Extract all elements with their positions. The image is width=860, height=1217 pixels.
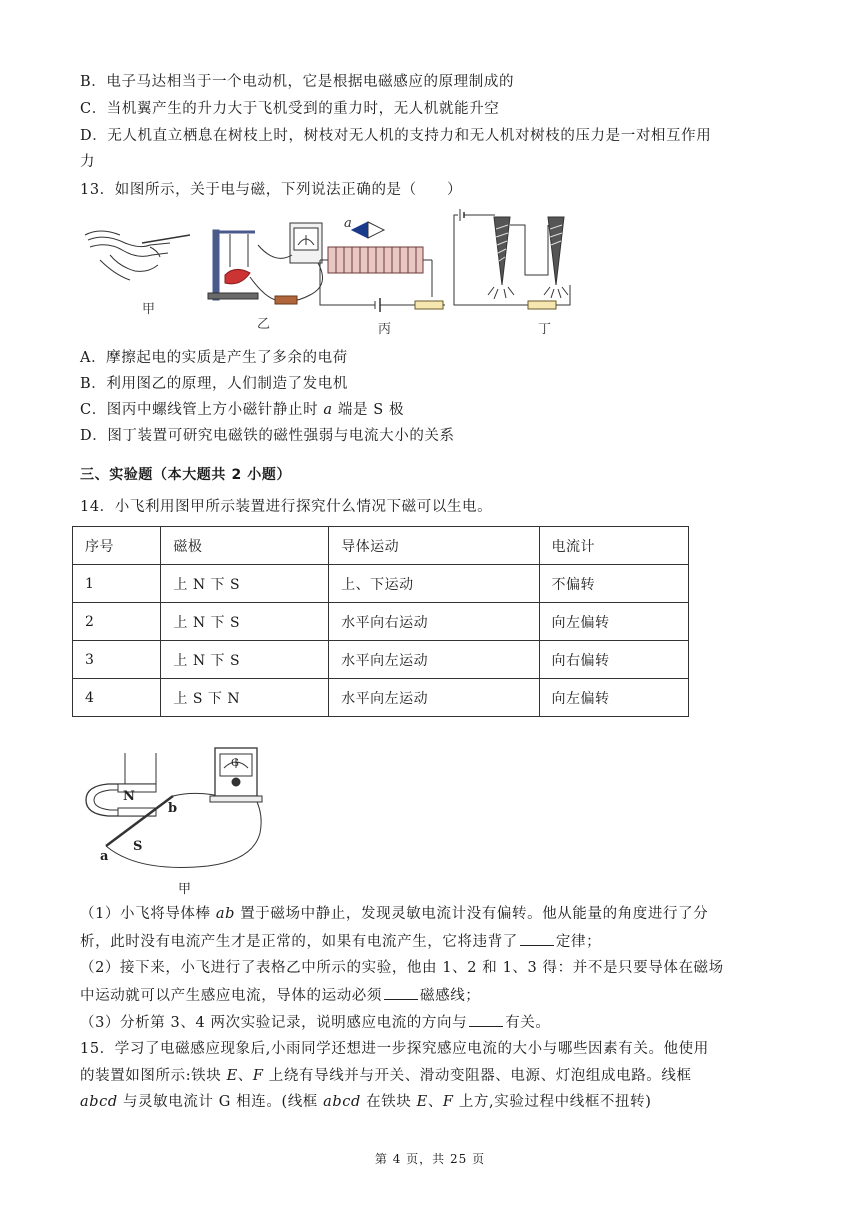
table-cell: 水平向左运动 [329,641,539,679]
q14-part1-line2-pre: 析，此时没有电流产生才是正常的，如果有电流产生，它将违背了 [80,934,518,950]
rod-b-label: b [168,801,178,816]
q13-option-c-post: 端是 S 极 [337,402,405,418]
q15-line3-mid2: 在铁块 [366,1094,412,1110]
table-cell: 向左偏转 [539,603,688,641]
table-row [73,565,689,603]
q14-figure [78,738,278,898]
q15-line1: 15．学习了电磁感应现象后,小雨同学还想进一步探究感应电流的大小与哪些因素有关。他使用 [80,1041,709,1057]
q15-line3-mid: 与灵敏电流计 G 相连。(线框 [122,1094,318,1110]
table-cell: 上、下运动 [329,565,539,603]
table-cell: 上 N 下 S [161,603,329,641]
q14-part1-var: ab [215,906,235,922]
q13-option-c-pre: C．图丙中螺线管上方小磁针静止时 [80,402,319,418]
q13-figures [80,205,600,340]
q14-part2-line2-post: 磁感线； [420,988,481,1004]
figure-bing-label: 丙 [378,322,392,337]
q14-stem: 14．小飞利用图甲所示装置进行探究什么情况下磁可以生电。 [80,499,493,515]
table-header-cell: 序号 [73,527,161,565]
q14-part1-line1 [80,904,708,924]
q14-part1-pre: （1）小飞将导体棒 [80,906,211,922]
table-cell: 水平向右运动 [329,603,539,641]
table-cell: 4 [73,679,161,717]
galvanometer-g-label: G [231,758,239,769]
q15-var-abcd-2: abcd [323,1094,361,1110]
table-cell: 上 S 下 N [161,679,329,717]
q13-option-b: B．利用图乙的原理，人们制造了发电机 [80,376,348,392]
q14-part2-line2-pre: 中运动就可以产生感应电流，导体的运动必须 [80,988,382,1004]
q13-option-d: D．图丁装置可研究电磁铁的磁性强弱与电流大小的关系 [80,428,455,444]
q13-option-c [80,400,404,420]
compass-a-label: a [344,216,352,231]
table-cell: 上 N 下 S [161,641,329,679]
table-cell: 1 [73,565,161,603]
q13-option-c-var: a [323,402,333,418]
table-row [73,679,689,717]
q15-line3 [80,1092,651,1112]
table-cell: 上 N 下 S [161,565,329,603]
answer-blank[interactable] [384,985,418,1000]
figure-ding-label: 丁 [538,322,552,337]
q14-part2-line1: （2）接下来，小飞进行了表格乙中所示的实验，他由 1、2 和 1、3 得：并不是只要导体在磁场 [80,960,724,976]
figure-jia-label: 甲 [142,302,156,317]
figure-yi [208,223,323,304]
table-cell: 3 [73,641,161,679]
table-header-cell: 电流计 [539,527,688,565]
q12-option-c: C．当机翼产生的升力大于飞机受到的重力时，无人机就能升空 [80,101,500,117]
figure-yi-label: 乙 [257,317,271,332]
q15-line2-pre: 的装置如图所示:铁块 [80,1068,222,1084]
q14-part3 [80,1012,551,1033]
q14-part1-line2-post: 定律； [555,934,602,950]
table-row [73,641,689,679]
answer-blank[interactable] [520,931,554,946]
answer-blank[interactable] [469,1012,503,1027]
q14-part3-post: 有关。 [505,1015,551,1031]
figure-jia [85,231,190,280]
table-row [73,603,689,641]
rod-a-label: a [100,849,109,864]
section-title: 三、实验题（本大题共 2 小题） [80,467,292,483]
figure-bing [320,222,445,312]
q15-line2 [80,1066,692,1086]
q13-stem: 13．如图所示，关于电与磁，下列说法正确的是（ ） [80,182,463,198]
q15-var-e: E [226,1068,238,1084]
q12-option-d-cont: 力 [80,154,96,170]
q14-part1-post: 置于磁场中静止，发现灵敏电流计没有偏转。他从能量的角度进行了分 [240,906,709,922]
magnet-s-label: S [133,839,143,854]
magnet-n-label: N [123,789,135,804]
q15-var-f: F [252,1068,264,1084]
table-cell: 水平向左运动 [329,679,539,717]
q14-figure-caption: 甲 [178,882,192,897]
q15-sep-2: 、 [427,1094,443,1110]
table-cell: 不偏转 [539,565,688,603]
q15-line3-post: 上方,实验过程中线框不扭转) [458,1094,652,1110]
figure-ding [454,209,570,309]
q13-option-a: A．摩擦起电的实质是产生了多余的电荷 [80,350,348,366]
q12-option-d: D．无人机直立栖息在树枝上时，树枝对无人机的支持力和无人机对树枝的压力是一对相互作用 [80,128,712,144]
q15-var-e-2: E [416,1094,428,1110]
page-footer: 第 4 页，共 25 页 [374,1152,486,1166]
q15-var-abcd: abcd [80,1094,118,1110]
q15-sep: 、 [237,1068,253,1084]
table-cell: 向左偏转 [539,679,688,717]
q14-part3-pre: （3）分析第 3、4 两次实验记录，说明感应电流的方向与 [80,1015,468,1031]
table-header-cell: 磁极 [161,527,329,565]
table-header-row [73,527,689,565]
q14-part1-line2 [80,931,601,952]
table-cell: 2 [73,603,161,641]
q12-option-b: B．电子马达相当于一个电动机，它是根据电磁感应的原理制成的 [80,74,515,90]
q15-line2-post: 上绕有导线并与开关、滑动变阻器、电源、灯泡组成电路。线框 [268,1068,692,1084]
table-cell: 向右偏转 [539,641,688,679]
experiment-table [72,526,689,717]
table-header-cell: 导体运动 [329,527,539,565]
q15-var-f-2: F [442,1094,454,1110]
q14-part2-line2 [80,985,480,1006]
